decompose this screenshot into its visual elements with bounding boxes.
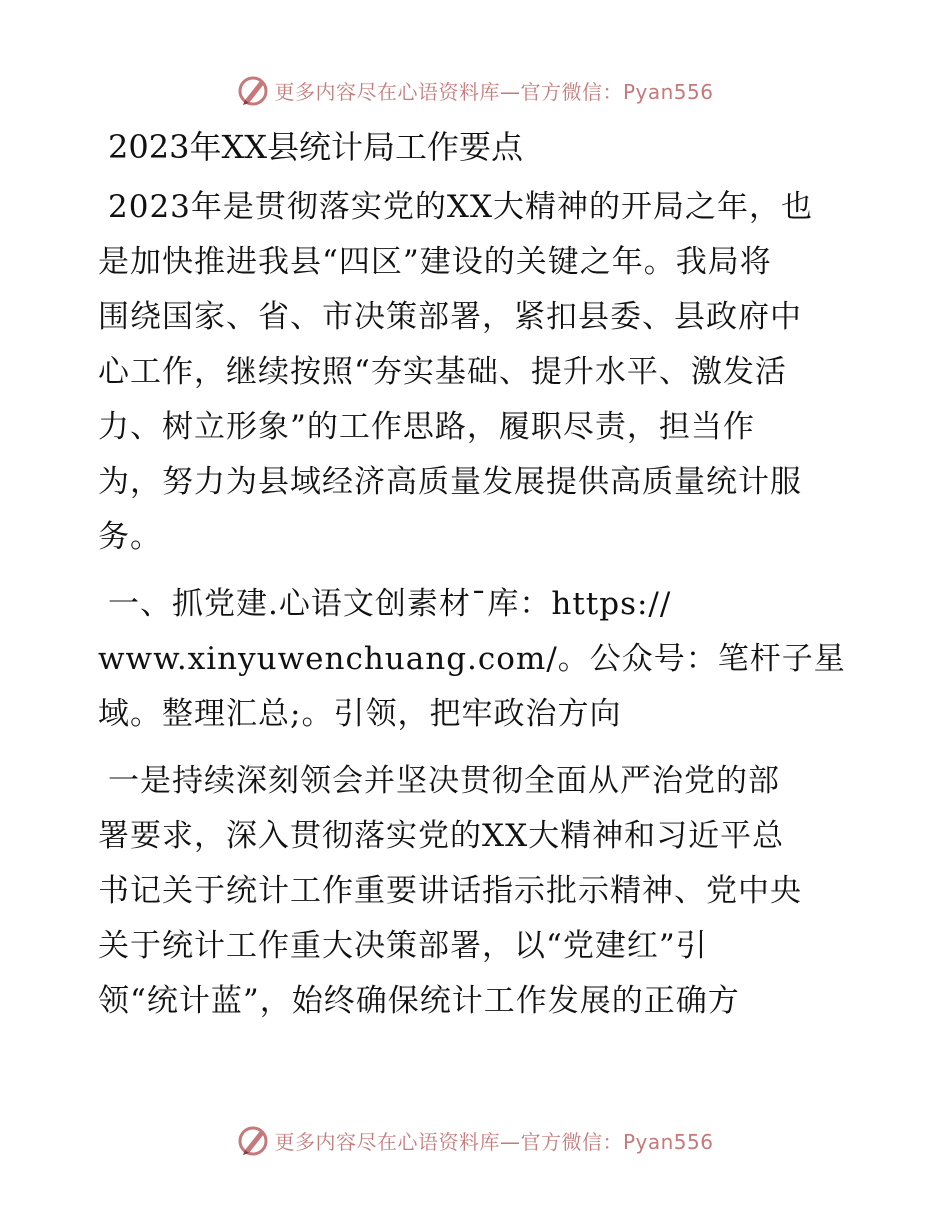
paragraph-line: 力、树立形象”的工作思路，履职尽责，担当作 bbox=[98, 409, 755, 445]
document-body bbox=[98, 122, 858, 1041]
paragraph-line: 为，努力为县域经济高质量发展提供高质量统计服 bbox=[98, 464, 802, 500]
watermark-text: 更多内容尽在心语资料库—官方微信：Pyan556 bbox=[274, 1129, 714, 1154]
paragraph-line: 关于统计工作重大决策部署，以“党建红”引 bbox=[98, 928, 708, 964]
paragraph-line: www.xinyuwenchuang.com/。公众号：笔杆子星 bbox=[98, 641, 846, 677]
header-watermark bbox=[0, 70, 950, 110]
footer-watermark bbox=[0, 1120, 950, 1160]
paragraph-line: 围绕国家、省、市决策部署，紧扣县委、县政府中 bbox=[98, 299, 802, 335]
paragraph-line: 一、抓党建.心语文创素材¯库：https:// bbox=[108, 586, 672, 622]
paragraph-line: 是加快推进我县“四区”建设的关键之年。我局将 bbox=[98, 244, 772, 280]
paragraph-item-1 bbox=[98, 754, 858, 1029]
pen-logo-icon bbox=[236, 73, 270, 107]
paragraph-line: 领“统计蓝”，始终确保统计工作发展的正确方 bbox=[98, 983, 740, 1019]
paragraph-intro bbox=[98, 180, 858, 565]
paragraph-line: 署要求，深入贯彻落实党的XX大精神和习近平总 bbox=[98, 818, 785, 854]
paragraph-line: 书记关于统计工作重要讲话指示批示精神、党中央 bbox=[98, 873, 802, 909]
paragraph-line: 一是持续深刻领会并坚决贯彻全面从严治党的部 bbox=[108, 763, 780, 799]
watermark-text: 更多内容尽在心语资料库—官方微信：Pyan556 bbox=[274, 79, 714, 104]
pen-logo-icon bbox=[236, 1123, 270, 1157]
section-heading-1 bbox=[98, 577, 858, 742]
paragraph-line: 域。整理汇总;。引领，把牢政治方向 bbox=[98, 696, 622, 732]
paragraph-line: 2023年是贯彻落实党的XX大精神的开局之年，也 bbox=[108, 189, 814, 225]
paragraph-line: 心工作，继续按照“夯实基础、提升水平、激发活 bbox=[98, 354, 787, 390]
paragraph-line: 务。 bbox=[98, 519, 162, 555]
document-title: 2023年XX县统计局工作要点 bbox=[108, 128, 524, 166]
